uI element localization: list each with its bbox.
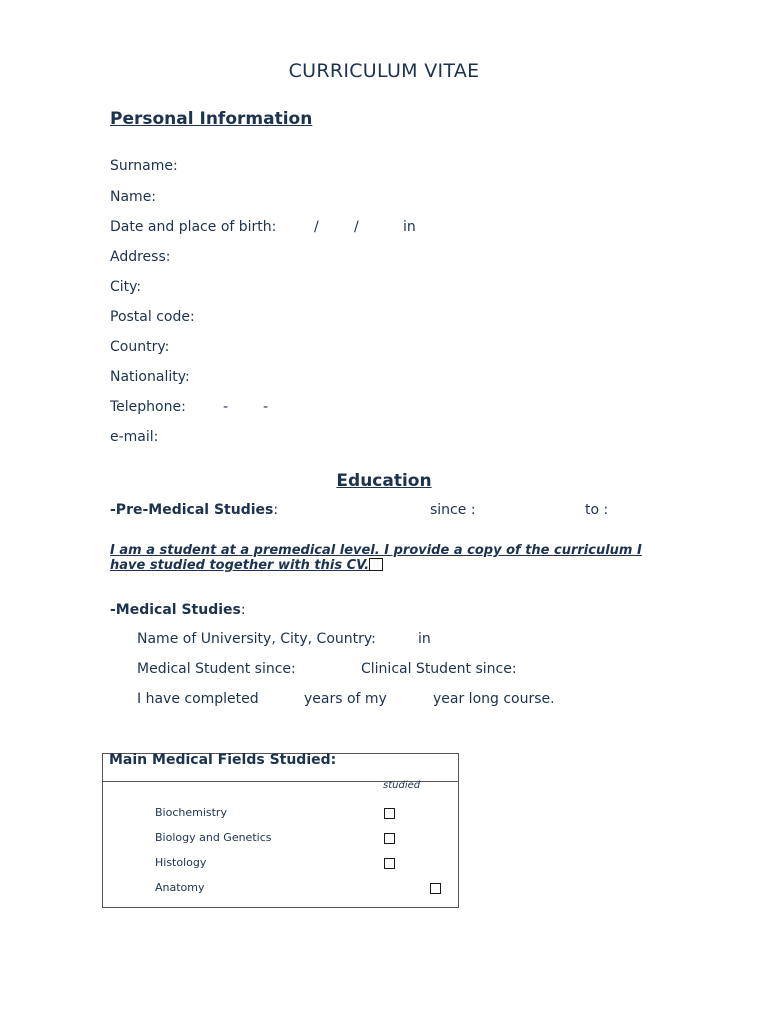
completed-years-label: years of my xyxy=(304,691,387,707)
completed-course-label: year long course. xyxy=(433,691,555,707)
pre-medical-row xyxy=(110,502,278,518)
pre-medical-since-label: since : xyxy=(430,502,476,518)
personal-info-heading: Personal Information xyxy=(110,109,313,129)
pre-medical-label: -Pre-Medical Studies xyxy=(110,502,274,518)
address-label: Address: xyxy=(110,249,171,265)
premedical-note xyxy=(110,543,650,573)
field-row-checkbox[interactable] xyxy=(384,858,395,869)
field-row-label: Anatomy xyxy=(155,881,205,894)
education-heading: Education xyxy=(336,471,432,491)
surname-label: Surname: xyxy=(110,158,178,174)
pre-medical-to-label: to : xyxy=(585,502,609,518)
premedical-checkbox[interactable] xyxy=(369,558,383,571)
premedical-note-text: I am a student at a premedical level. I provide a copy of the curriculum I have studied together with this CV. xyxy=(110,543,642,573)
field-row-label: Biology and Genetics xyxy=(155,831,272,844)
name-label: Name: xyxy=(110,189,157,205)
dob-label: Date and place of birth: xyxy=(110,219,277,235)
university-label: Name of University, City, Country: xyxy=(137,631,376,647)
clinical-student-since-label: Clinical Student since: xyxy=(361,661,517,677)
country-label: Country: xyxy=(110,339,170,355)
pre-medical-colon: : xyxy=(273,502,279,518)
telephone-label: Telephone: xyxy=(110,399,186,415)
field-row-checkbox[interactable] xyxy=(384,808,395,819)
telephone-dash: - xyxy=(263,399,269,415)
postal-code-label: Postal code: xyxy=(110,309,195,325)
document-title: CURRICULUM VITAE xyxy=(288,60,480,82)
medical-studies-colon: : xyxy=(240,602,246,618)
medical-studies-label: -Medical Studies xyxy=(110,602,241,618)
medical-student-since-label: Medical Student since: xyxy=(137,661,296,677)
nationality-label: Nationality: xyxy=(110,369,190,385)
email-label: e-mail: xyxy=(110,429,159,445)
completed-label: I have completed xyxy=(137,691,259,707)
dob-in-label: in xyxy=(403,219,416,235)
field-row-checkbox[interactable] xyxy=(384,833,395,844)
telephone-dash: - xyxy=(223,399,229,415)
city-label: City: xyxy=(110,279,142,295)
field-row-checkbox[interactable] xyxy=(430,883,441,894)
medical-studies-row xyxy=(110,602,246,618)
dob-separator: / xyxy=(314,219,319,235)
field-row-label: Biochemistry xyxy=(155,806,227,819)
fields-table-title: Main Medical Fields Studied: xyxy=(109,752,337,768)
field-row-label: Histology xyxy=(155,856,207,869)
dob-separator: / xyxy=(354,219,359,235)
studied-column-header: studied xyxy=(383,780,421,791)
university-in-label: in xyxy=(418,631,431,647)
